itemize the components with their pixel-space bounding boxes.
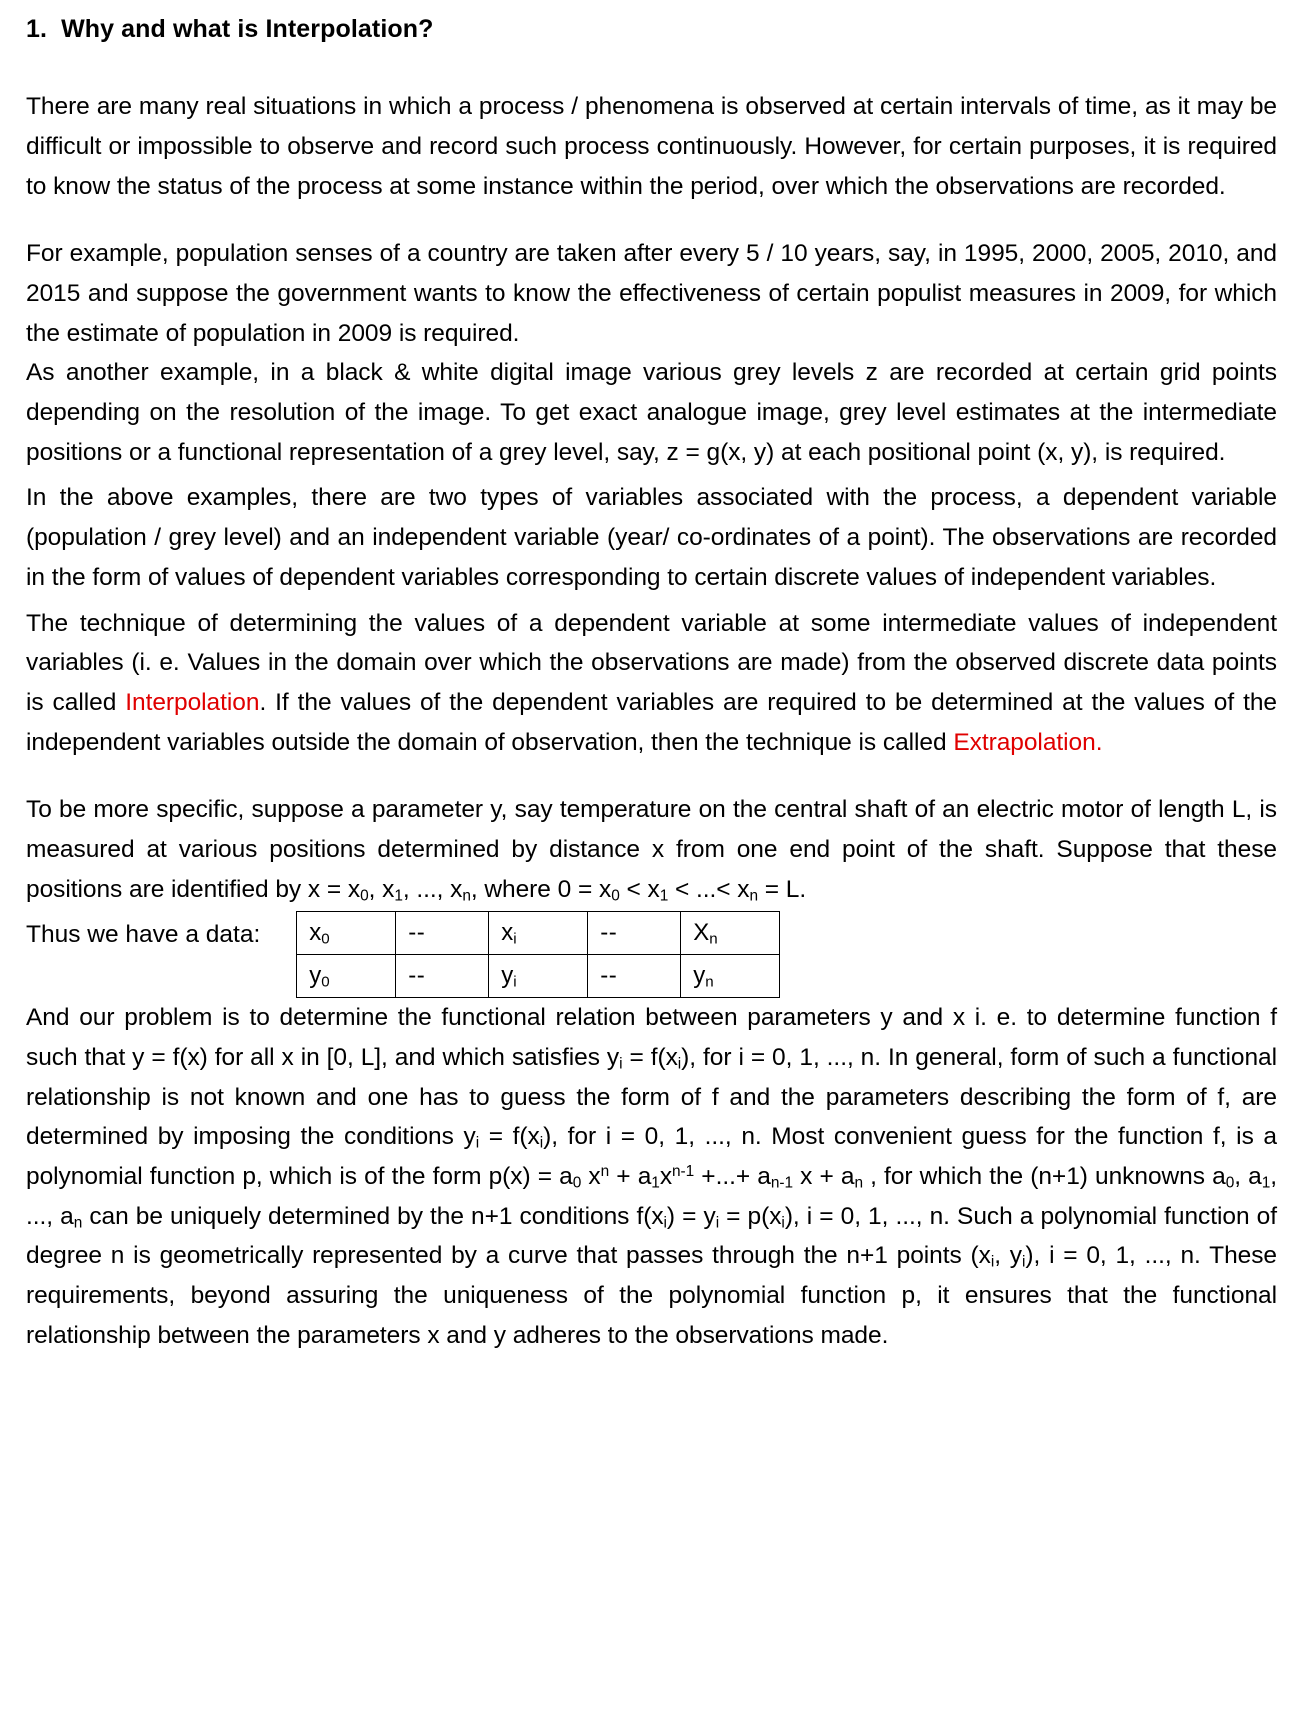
term-interpolation: Interpolation <box>125 688 260 716</box>
spacer <box>24 45 1277 87</box>
poly-text-k: , for which the (n+1) unknowns a <box>863 1163 1226 1191</box>
poly-text-e: ), for i = 0, 1, ..., n. Most convenient guess for the function f, is a polynomial function p, which is of the form p(x) = a <box>26 1123 1277 1191</box>
subscript: i <box>990 1253 995 1271</box>
paragraph-variable-types: In the above examples, there are two types of variables associated with the process, a dependent variable (population / grey level) and an independent variable (year/ co-ordinates of a point). The observations are recorded in the form of values of dependent variables corresponding to certain discrete values of independent variables. <box>26 484 1277 591</box>
poly-text-t: ), i = 0, 1, ..., n. These requirements, beyond assuring the uniqueness of the polynomial function p, it ensures that the functional relationship between the parameters x and y adheres to the observations made. <box>26 1242 1277 1349</box>
shaft-text-f: < ...< x <box>668 875 750 903</box>
data-table <box>296 911 780 998</box>
shaft-text-c: , ..., x <box>402 875 463 903</box>
cell-subscript: n <box>705 973 714 991</box>
poly-text-p: = p(x <box>719 1202 782 1230</box>
subscript: n <box>749 887 759 905</box>
table-cell <box>396 912 489 955</box>
cell-symbol: y <box>501 962 514 990</box>
cell-symbol: y <box>309 962 322 990</box>
subscript: 0 <box>360 887 369 905</box>
data-table-row-block <box>24 909 1277 998</box>
subscript: i <box>1022 1253 1026 1271</box>
section-title-text: Why and what is Interpolation? <box>61 15 434 43</box>
paragraph-polynomial <box>24 998 1277 1355</box>
cell-symbol: -- <box>408 919 426 947</box>
cell-symbol: x <box>309 919 322 947</box>
poly-text-i: +...+ a <box>694 1163 771 1191</box>
poly-text-d: = f(x <box>479 1123 540 1151</box>
shaft-text-g: = L. <box>758 875 807 903</box>
subscript: n-1 <box>770 1174 793 1192</box>
subscript: 1 <box>659 887 669 905</box>
section-number: 1. <box>26 15 48 43</box>
cell-symbol: x <box>501 919 514 947</box>
table-cell <box>489 955 588 998</box>
subscript: i <box>677 1055 682 1073</box>
cell-subscript: i <box>513 930 517 948</box>
data-table-lead-label: Thus we have a data: <box>26 921 261 949</box>
poly-text-n: can be uniquely determined by the n+1 conditions f(x <box>82 1202 664 1230</box>
subscript: 1 <box>1261 1174 1271 1192</box>
table-cell <box>681 912 780 955</box>
table-body <box>297 912 780 998</box>
subscript: n <box>73 1214 83 1232</box>
cell-symbol: X <box>693 919 710 947</box>
paragraph-definitions <box>24 604 1277 763</box>
definition-text-before: The technique of determining the values of a dependent variable at some intermediate values of independent variables (i. e. Values in the domain over which the observations are made) from the observed discrete data points is called <box>26 609 1277 716</box>
subscript: n <box>854 1174 863 1192</box>
table-cell <box>396 955 489 998</box>
poly-text-o: ) = y <box>666 1202 716 1230</box>
subscript: i <box>781 1214 785 1232</box>
table-cell <box>588 912 681 955</box>
table-row <box>297 955 780 998</box>
definition-text-middle: . If the values of the dependent variables are required to be determined at the values of the independent variables outside the domain of observation, then the technique is called <box>26 688 1277 756</box>
poly-text-r: , y <box>994 1242 1022 1270</box>
subscript: 0 <box>1225 1174 1235 1192</box>
table-cell <box>297 955 396 998</box>
superscript: n-1 <box>672 1163 695 1181</box>
subscript: i <box>539 1134 544 1152</box>
poly-text-m: , ..., a <box>26 1163 1277 1230</box>
cell-subscript: 0 <box>321 973 330 991</box>
paragraph-shaft-setup <box>24 790 1277 909</box>
poly-text-a: And our problem is to determine the functional relation between parameters y and x i. e. to determine function f such that y = f(x) for all x in [0, L], and which satisfies y <box>26 1004 1277 1071</box>
table-row <box>297 912 780 955</box>
poly-text-j: x + a <box>792 1163 855 1191</box>
poly-text-c: ), for i = 0, 1, ..., n. In general, form of such a functional relationship is not known and one has to guess the form of f and the parameters describing the form of f, are determined by imposing the conditions y <box>26 1044 1277 1151</box>
paragraph-image-example: As another example, in a black & white digital image various grey levels z are recorded at certain grid points depending on the resolution of the image. To get exact analogue image, grey level estimates at the intermediate positions or a functional representation of a grey level, say, z = g(x, y) at each positional point (x, y), is required. <box>26 359 1277 466</box>
cell-symbol: -- <box>600 962 618 990</box>
cell-symbol: -- <box>408 962 426 990</box>
table-cell <box>489 912 588 955</box>
subscript: i <box>475 1134 480 1152</box>
subscript: 1 <box>651 1174 660 1192</box>
term-extrapolation: Extrapolation. <box>953 728 1103 756</box>
subscript: 0 <box>572 1174 582 1192</box>
poly-text-q: ), i = 0, 1, ..., n. Such a polynomial function of degree n is geometrically represented by a curve that passes through the n+1 points (x <box>26 1202 1277 1270</box>
page-title <box>24 14 1277 45</box>
subscript: i <box>619 1055 623 1073</box>
cell-subscript: n <box>709 930 718 948</box>
paragraph-intro: There are many real situations in which a process / phenomena is observed at certain intervals of time, as it may be difficult or impossible to observe and record such process continuously. However, for certain purposes, it is required to know the status of the process at some instance within the period, over which the observations are recorded. <box>26 93 1277 200</box>
paragraph-population-example: For example, population senses of a country are taken after every 5 / 10 years, say, in 1995, 2000, 2005, 2010, and 2015 and suppose the government wants to know the effectiveness of certain populist measures in 2009, for which the estimate of population in 2009 is required. <box>26 240 1277 347</box>
cell-symbol: -- <box>600 919 618 947</box>
cell-symbol: y <box>693 962 706 990</box>
poly-text-g: + a <box>609 1163 652 1191</box>
shaft-text-e: < x <box>619 875 660 903</box>
table-cell <box>588 955 681 998</box>
data-table-wrapper <box>296 909 780 998</box>
spacer <box>24 762 1277 790</box>
subscript: 0 <box>611 887 620 905</box>
superscript: n <box>600 1163 610 1181</box>
shaft-text-b: , x <box>368 875 395 903</box>
poly-text-f: x <box>581 1163 601 1191</box>
table-cell <box>681 955 780 998</box>
subscript: i <box>663 1214 667 1232</box>
subscript: i <box>715 1214 720 1232</box>
table-cell <box>297 912 396 955</box>
shaft-text-d: , where 0 = x <box>470 875 612 903</box>
poly-text-h: x <box>659 1163 673 1191</box>
cell-subscript: 0 <box>321 930 330 948</box>
subscript: n <box>462 887 471 905</box>
poly-text-l: , a <box>1234 1163 1262 1191</box>
shaft-text-start: To be more specific, suppose a parameter y, say temperature on the central shaft of an electric motor of length L, is measured at various positions determined by distance x from one end point of the shaft. Suppose that these positions are identified by x = x <box>26 796 1277 903</box>
spacer <box>24 206 1277 234</box>
subscript: 1 <box>394 887 403 905</box>
cell-subscript: i <box>513 973 517 991</box>
poly-text-b: = f(x <box>622 1044 678 1071</box>
